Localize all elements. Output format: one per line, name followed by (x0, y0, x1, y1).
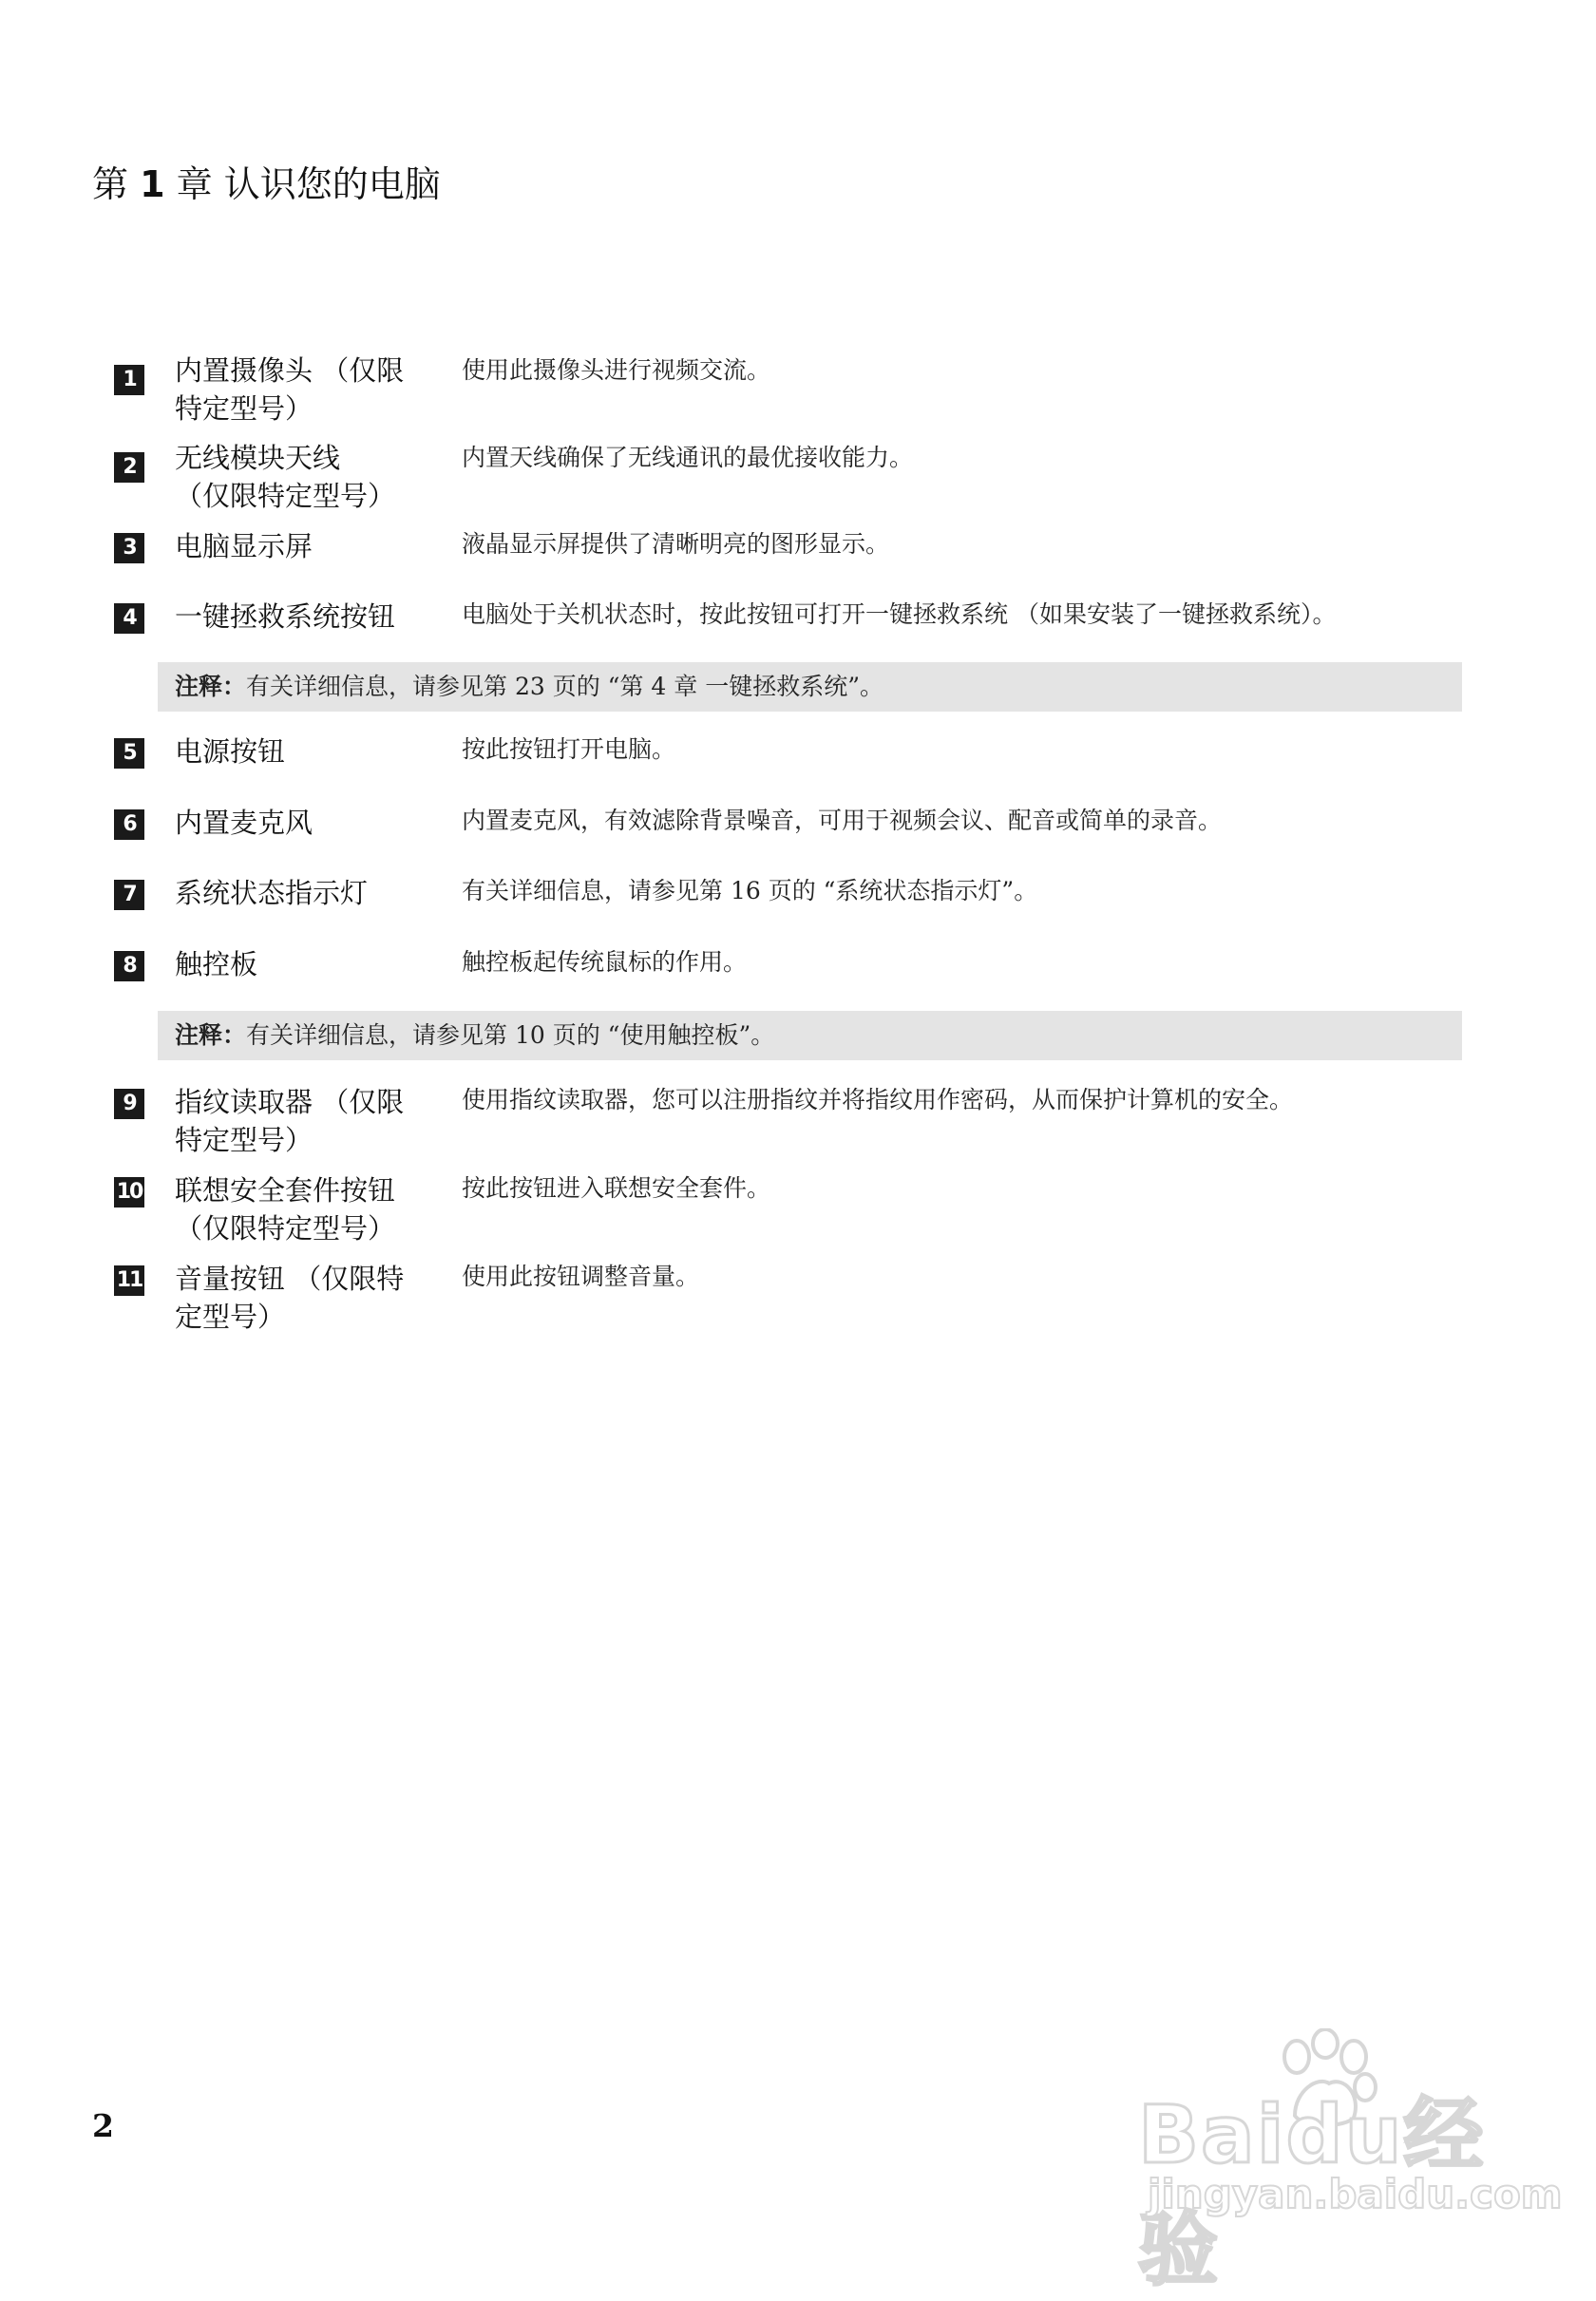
item-description: 使用此摄像头进行视频交流。 (462, 356, 771, 384)
item-description: 触控板起传统鼠标的作用。 (462, 948, 748, 976)
chapter-title (92, 160, 441, 209)
item-number-badge: 6 (114, 809, 144, 840)
item-label: 无线模块天线 （仅限特定型号） (175, 442, 396, 512)
note-text (175, 668, 884, 706)
note-body: 有关详细信息，请参见第 10 页的 “使用触控板”。 (246, 1021, 775, 1049)
item-number-badge: 11 (114, 1265, 144, 1296)
item-label: 电源按钮 (175, 735, 286, 768)
item-description: 按此按钮打开电脑。 (462, 735, 676, 763)
watermark-site: jingyan.baidu.com (1148, 2171, 1563, 2217)
item-description: 使用指纹读取器，您可以注册指纹并将指纹用作密码，从而保护计算机的安全。 (462, 1086, 1294, 1113)
item-description: 使用此按钮调整音量。 (462, 1263, 700, 1290)
chapter-number: 1 (140, 163, 165, 205)
item-number-badge: 7 (114, 880, 144, 910)
item-number-badge: 10 (114, 1177, 144, 1208)
item-number-badge: 4 (114, 603, 144, 634)
note-body: 有关详细信息，请参见第 23 页的 “第 4 章 一键拯救系统”。 (246, 673, 884, 700)
chapter-prefix: 第 (92, 163, 141, 205)
item-number-badge: 8 (114, 951, 144, 981)
item-label: 电脑显示屏 (175, 530, 314, 562)
baidu-watermark (1138, 2028, 1563, 2296)
item-number-badge: 2 (114, 452, 144, 483)
item-description: 内置天线确保了无线通讯的最优接收能力。 (462, 444, 914, 471)
note-prefix: 注释： (175, 1021, 247, 1049)
item-label: 联想安全套件按钮 （仅限特定型号） (175, 1174, 396, 1245)
watermark-logo: Baidu经验 (1138, 2088, 1486, 2296)
item-description: 有关详细信息，请参见第 16 页的 “系统状态指示灯”。 (462, 877, 1038, 904)
item-label: 音量按钮 （仅限特 定型号） (175, 1263, 405, 1333)
item-number-badge: 3 (114, 533, 144, 563)
item-description: 按此按钮进入联想安全套件。 (462, 1174, 771, 1202)
item-number-badge: 5 (114, 738, 144, 769)
item-number-badge: 1 (114, 365, 144, 395)
item-label: 一键拯救系统按钮 (175, 600, 396, 633)
note-prefix: 注释： (175, 673, 247, 700)
item-description: 液晶显示屏提供了清晰明亮的图形显示。 (462, 530, 890, 558)
chapter-suffix: 章 认识您的电脑 (164, 163, 441, 205)
note-box (158, 662, 1462, 712)
item-number-badge: 9 (114, 1089, 144, 1119)
item-description: 电脑处于关机状态时，按此按钮可打开一键拯救系统 （如果安装了一键拯救系统）。 (462, 600, 1337, 628)
page-number: 2 (92, 2107, 114, 2144)
item-label: 系统状态指示灯 (175, 877, 369, 909)
item-label: 触控板 (175, 948, 258, 980)
item-label: 指纹读取器 （仅限 特定型号） (175, 1086, 405, 1156)
item-label: 内置麦克风 (175, 807, 314, 839)
note-box (158, 1011, 1462, 1060)
item-description: 内置麦克风，有效滤除背景噪音，可用于视频会议、配音或简单的录音。 (462, 807, 1223, 834)
item-label: 内置摄像头 （仅限 特定型号） (175, 354, 405, 425)
note-text (175, 1017, 774, 1055)
